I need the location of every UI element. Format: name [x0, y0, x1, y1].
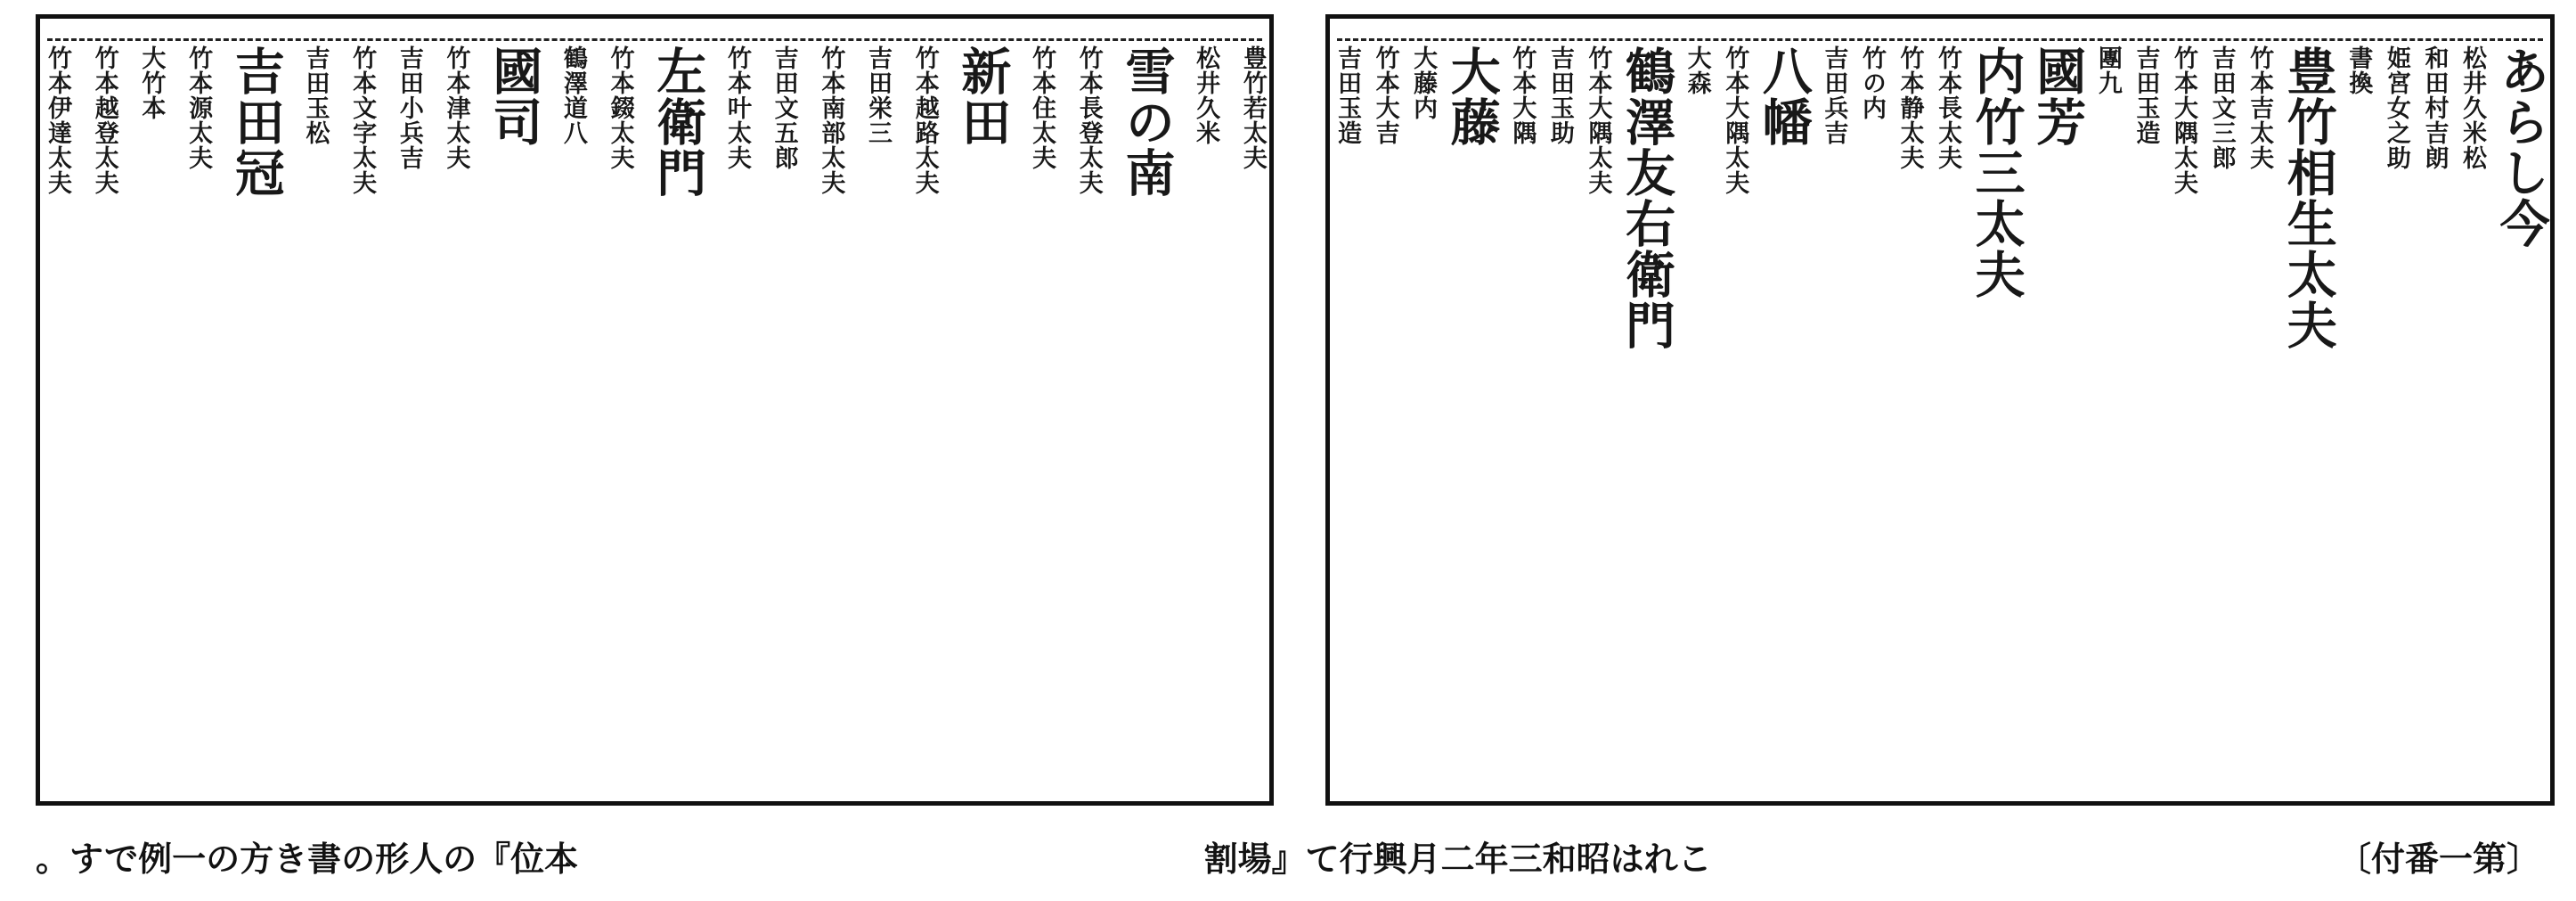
banzuke.right_panel-column: 姫宮女之助	[2382, 45, 2410, 170]
banzuke.left_panel-column: 鶴澤道八	[558, 45, 587, 145]
banzuke-right-panel	[1325, 14, 2555, 806]
banzuke.left_panel-column: 竹本錣太夫	[606, 45, 634, 170]
banzuke.right_panel-column: 吉田玉造	[1333, 45, 1361, 145]
caption-middle: 割場』て行興月二年三和昭はれこ	[1203, 838, 1712, 879]
banzuke.left_panel-column: 豊竹若太夫	[1238, 45, 1267, 170]
banzuke.right_panel-column: 竹本大隅太夫	[2169, 45, 2197, 195]
banzuke.left_panel-column: 吉田玉松	[301, 45, 330, 145]
caption-left: 。すで例一の方き書の形人の『位本	[36, 838, 579, 879]
banzuke.left_panel-column: 竹本住太夫	[1028, 45, 1056, 170]
dashed-top-rule	[47, 38, 1262, 41]
banzuke.right_panel-column: 竹の内	[1857, 45, 1886, 120]
banzuke.right_panel-column: 團九	[2093, 45, 2122, 95]
banzuke.left_panel-column: 吉田文五郎	[770, 45, 798, 170]
banzuke.right_panel-column: 竹本大隅	[1508, 45, 1537, 145]
banzuke.left_panel-column: 左衛門	[648, 45, 708, 198]
banzuke.right_panel-column: 和田村吉朗	[2420, 45, 2449, 170]
banzuke.left_panel-column: 竹本越路太夫	[910, 45, 939, 195]
banzuke.right_panel-column: 鶴澤友右衛門	[1618, 45, 1677, 350]
banzuke.right_panel-column: あらし今	[2491, 45, 2551, 249]
dashed-top-rule	[1337, 38, 2543, 41]
left-columns	[44, 45, 1267, 796]
banzuke.left_panel-column: 松井久米	[1192, 45, 1220, 145]
banzuke.left_panel-column: 吉田小兵吉	[395, 45, 423, 170]
banzuke.left_panel-column: 竹本源太夫	[184, 45, 213, 170]
banzuke.left_panel-column: 新田	[953, 45, 1013, 147]
banzuke.right_panel-column: 大藤	[1442, 45, 1502, 147]
right-columns	[1333, 45, 2551, 796]
banzuke.right_panel-column: 竹本大隅太夫	[1721, 45, 1749, 195]
banzuke.left_panel-column: 竹本伊達太夫	[44, 45, 71, 195]
banzuke.left_panel-column: 大竹本	[137, 45, 166, 120]
banzuke.right_panel-column: 八幡	[1754, 45, 1814, 147]
banzuke.right_panel-column: 豊竹相生太夫	[2278, 45, 2338, 350]
banzuke.right_panel-column: 内竹三太夫	[1967, 45, 2026, 299]
caption	[36, 829, 2540, 882]
banzuke.right_panel-column: 大森	[1683, 45, 1711, 95]
banzuke.right_panel-column: 吉田文三郎	[2207, 45, 2236, 170]
banzuke.right_panel-column: 竹本吉太夫	[2246, 45, 2274, 170]
banzuke.right_panel-column: 吉田玉造	[2132, 45, 2160, 145]
banzuke.right_panel-column: 書換	[2344, 45, 2373, 95]
banzuke.left_panel-column: 雪の南	[1117, 45, 1177, 198]
banzuke.right_panel-column: 大藤内	[1409, 45, 1438, 120]
banzuke.left_panel-column: 竹本長登太夫	[1074, 45, 1103, 195]
banzuke-left-panel	[36, 14, 1274, 806]
banzuke.left_panel-column: 竹本叶太夫	[722, 45, 751, 170]
banzuke.left_panel-column: 吉田冠	[226, 45, 286, 198]
banzuke.left_panel-column: 吉田栄三	[864, 45, 892, 145]
banzuke.left_panel-column: 竹本越登太夫	[90, 45, 118, 195]
banzuke.right_panel-column: 吉田兵吉	[1820, 45, 1848, 145]
banzuke.right_panel-column: 國芳	[2028, 45, 2088, 147]
banzuke.right_panel-column: 竹本長太夫	[1934, 45, 1962, 170]
banzuke.right_panel-column: 竹本大隅太夫	[1584, 45, 1612, 195]
banzuke.left_panel-column: 竹本南部太夫	[817, 45, 845, 195]
banzuke.right_panel-column: 竹本静太夫	[1895, 45, 1924, 170]
banzuke.left_panel-column: 國司	[485, 45, 544, 147]
banzuke.left_panel-column: 竹本津太夫	[442, 45, 470, 170]
banzuke.right_panel-column: 吉田玉助	[1545, 45, 1574, 145]
banzuke.right_panel-column: 竹本大吉	[1371, 45, 1399, 145]
banzuke.right_panel-column: 松井久米松	[2458, 45, 2487, 170]
banzuke.left_panel-column: 竹本文字太夫	[348, 45, 377, 195]
caption-right: 〔付番一第〕	[2336, 838, 2540, 879]
